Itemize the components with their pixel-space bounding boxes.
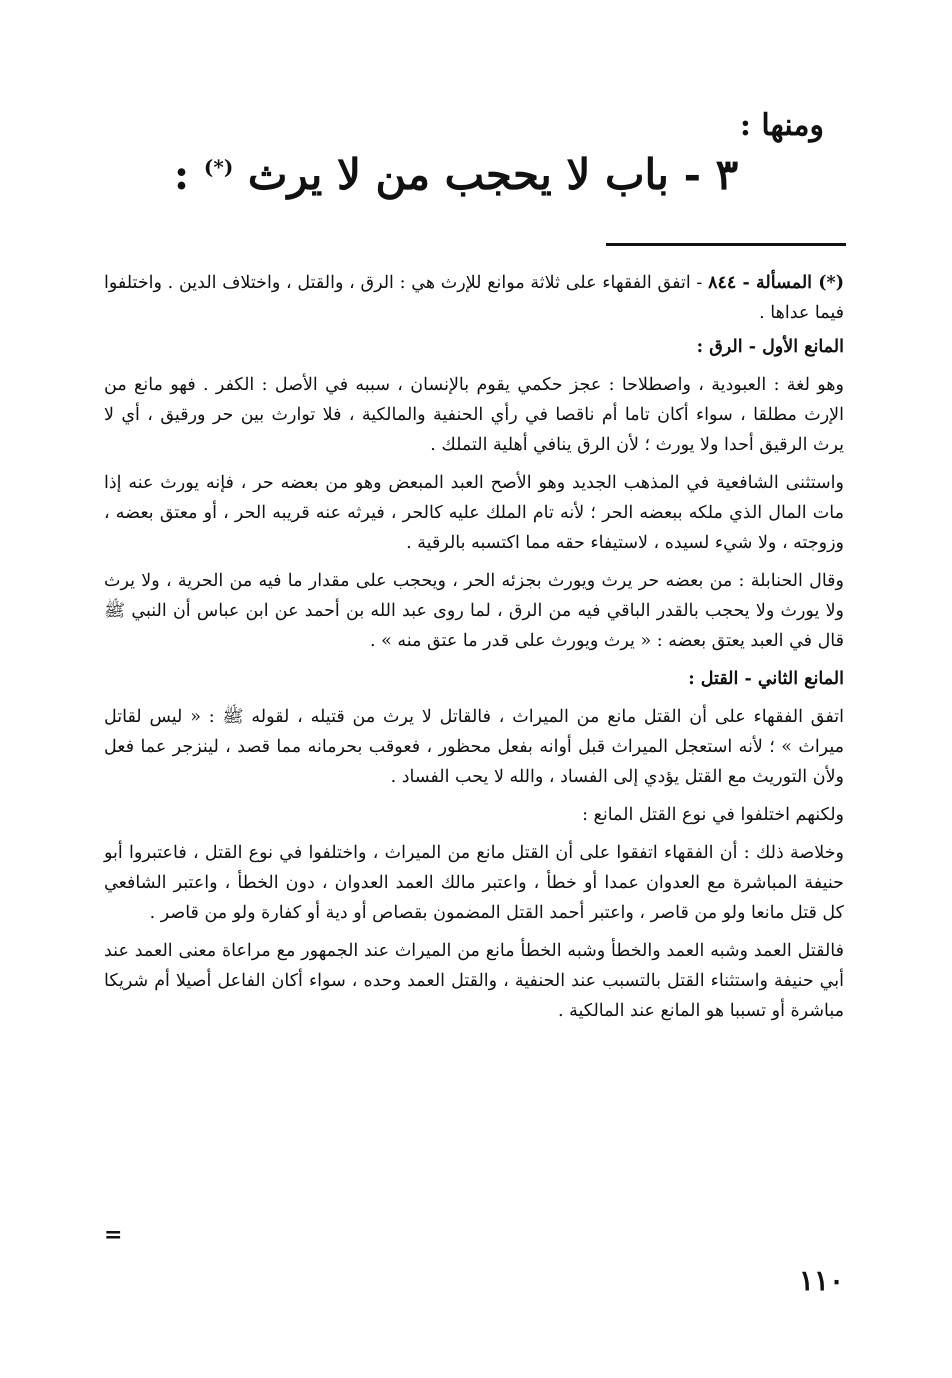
footnote-paragraph: ولكنهم اختلفوا في نوع القتل المانع : [582, 805, 844, 825]
footnote-intro [104, 268, 844, 328]
chapter-title [0, 150, 952, 199]
intro-text: ومنها : [739, 108, 824, 143]
footnote-paragraph: وهو لغة : العبودية ، واصطلاحا : عجز حكمي يقوم بالإنسان ، سببه في الأصل : الكفر . فهو مانع من الإرث مطلقا ، سواء أكان تاما أم ناقصا في رأي الحنفية والمالكية ، فلا توارث بين حر ورقيق ، أي لا يرث الرقيق أحدا ولا يورث ؛ لأن الرق ينافي أهلية التملك . [104, 375, 844, 455]
footnote-paragraph: واستثنى الشافعية في المذهب الجديد وهو الأصح العبد المبعض وهو من بعضه حر ، فإنه يورث عنه إذا مات المال الذي ملكه ببعضه الحر ؛ لأنه تام الملك عليه كالحر ، فيرثه عنه قريبه الحر ، أو معتق بعضه ، وزوجته ، ولا شيء لسيده ، لاستيفاء حقه مما اكتسبه بالرقية . [104, 473, 844, 553]
footnote-paragraph: وخلاصة ذلك : أن الفقهاء اتفقوا على أن القتل مانع من الميراث ، واختلفوا في نوع القتل ، فاعتبروا أبو حنيفة المباشرة مع العدوان عمدا أو خطأ ، واعتبر مالك العمد العدوان ، دون الخطأ ، واعتبر الشافعي كل قتل مانعا ولو من قاصر ، واعتبر أحمد القتل المضمون بقصاص أو دية أو كفارة ولو من قاصر . [104, 843, 844, 923]
section-heading-slavery: المانع الأول - الرق : [696, 337, 844, 357]
footnote-paragraph: فالقتل العمد وشبه العمد والخطأ وشبه الخطأ مانع من الميراث عند الجمهور مع مراعاة معنى العمد عند أبي حنيفة واستثناء القتل بالتسبب عند الحنفية ، والقتل العمد وحده ، سواء أكان الفاعل أصيلا أم شريكا مباشرة أو تسببا هو المانع عند المالكية . [104, 941, 844, 1021]
chapter-title-text: ٣ - باب لا يحجب من لا يرث [247, 150, 739, 199]
section-heading-killing: المانع الثاني - القتل : [688, 669, 844, 689]
footnote-paragraph: - اتفق الفقهاء على ثلاثة موانع للإرث هي : الرق ، والقتل ، واختلاف الدين . واختلفوا فيما عداها . [104, 273, 844, 323]
page-number: ١١٠ [798, 1264, 844, 1297]
continuation-mark: = [104, 1222, 123, 1248]
footnote-label: (*) المسألة - ٨٤٤ [708, 273, 844, 293]
footnote-marker: (*) [203, 155, 234, 179]
footnote-body [104, 268, 844, 1034]
chapter-title-colon: : [173, 150, 190, 199]
footnote-separator [606, 243, 846, 246]
footnote-paragraph: وقال الحنابلة : من بعضه حر يرث ويورث بجزئه الحر ، ويحجب على مقدار ما فيه من الحرية ، ولا يرث ولا يورث ولا يحجب بالقدر الباقي فيه من الرق ، لما روى عبد الله بن أحمد عن ابن عباس أن النبي ﷺ قال في العبد يعتق بعضه : « يرث ويورث على قدر ما عتق منه » . [104, 571, 844, 651]
footnote-paragraph: اتفق الفقهاء على أن القتل مانع من الميراث ، فالقاتل لا يرث من قتيله ، لقوله ﷺ : « ليس لقاتل ميراث » ؛ لأنه استعجل الميراث قبل أوانه بفعل محظور ، فعوقب بحرمانه مما قصد ، لينزجر عما فعل ولأن التوريث مع القتل يؤدي إلى الفساد ، والله لا يحب الفساد . [104, 707, 844, 787]
